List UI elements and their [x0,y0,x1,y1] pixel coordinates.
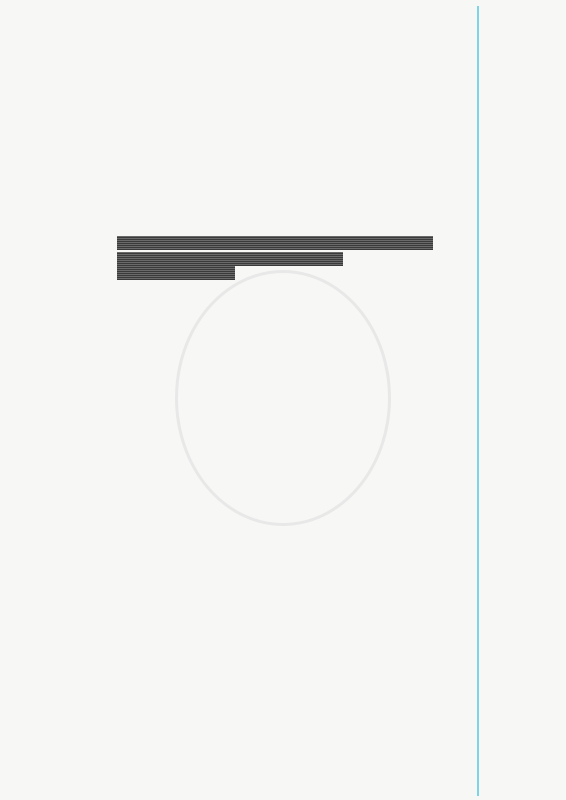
redaction-60 [117,252,343,266]
margin-line [477,6,479,796]
redaction-61 [117,266,235,280]
redaction-59 [117,236,433,250]
watermark-seal [175,270,391,526]
